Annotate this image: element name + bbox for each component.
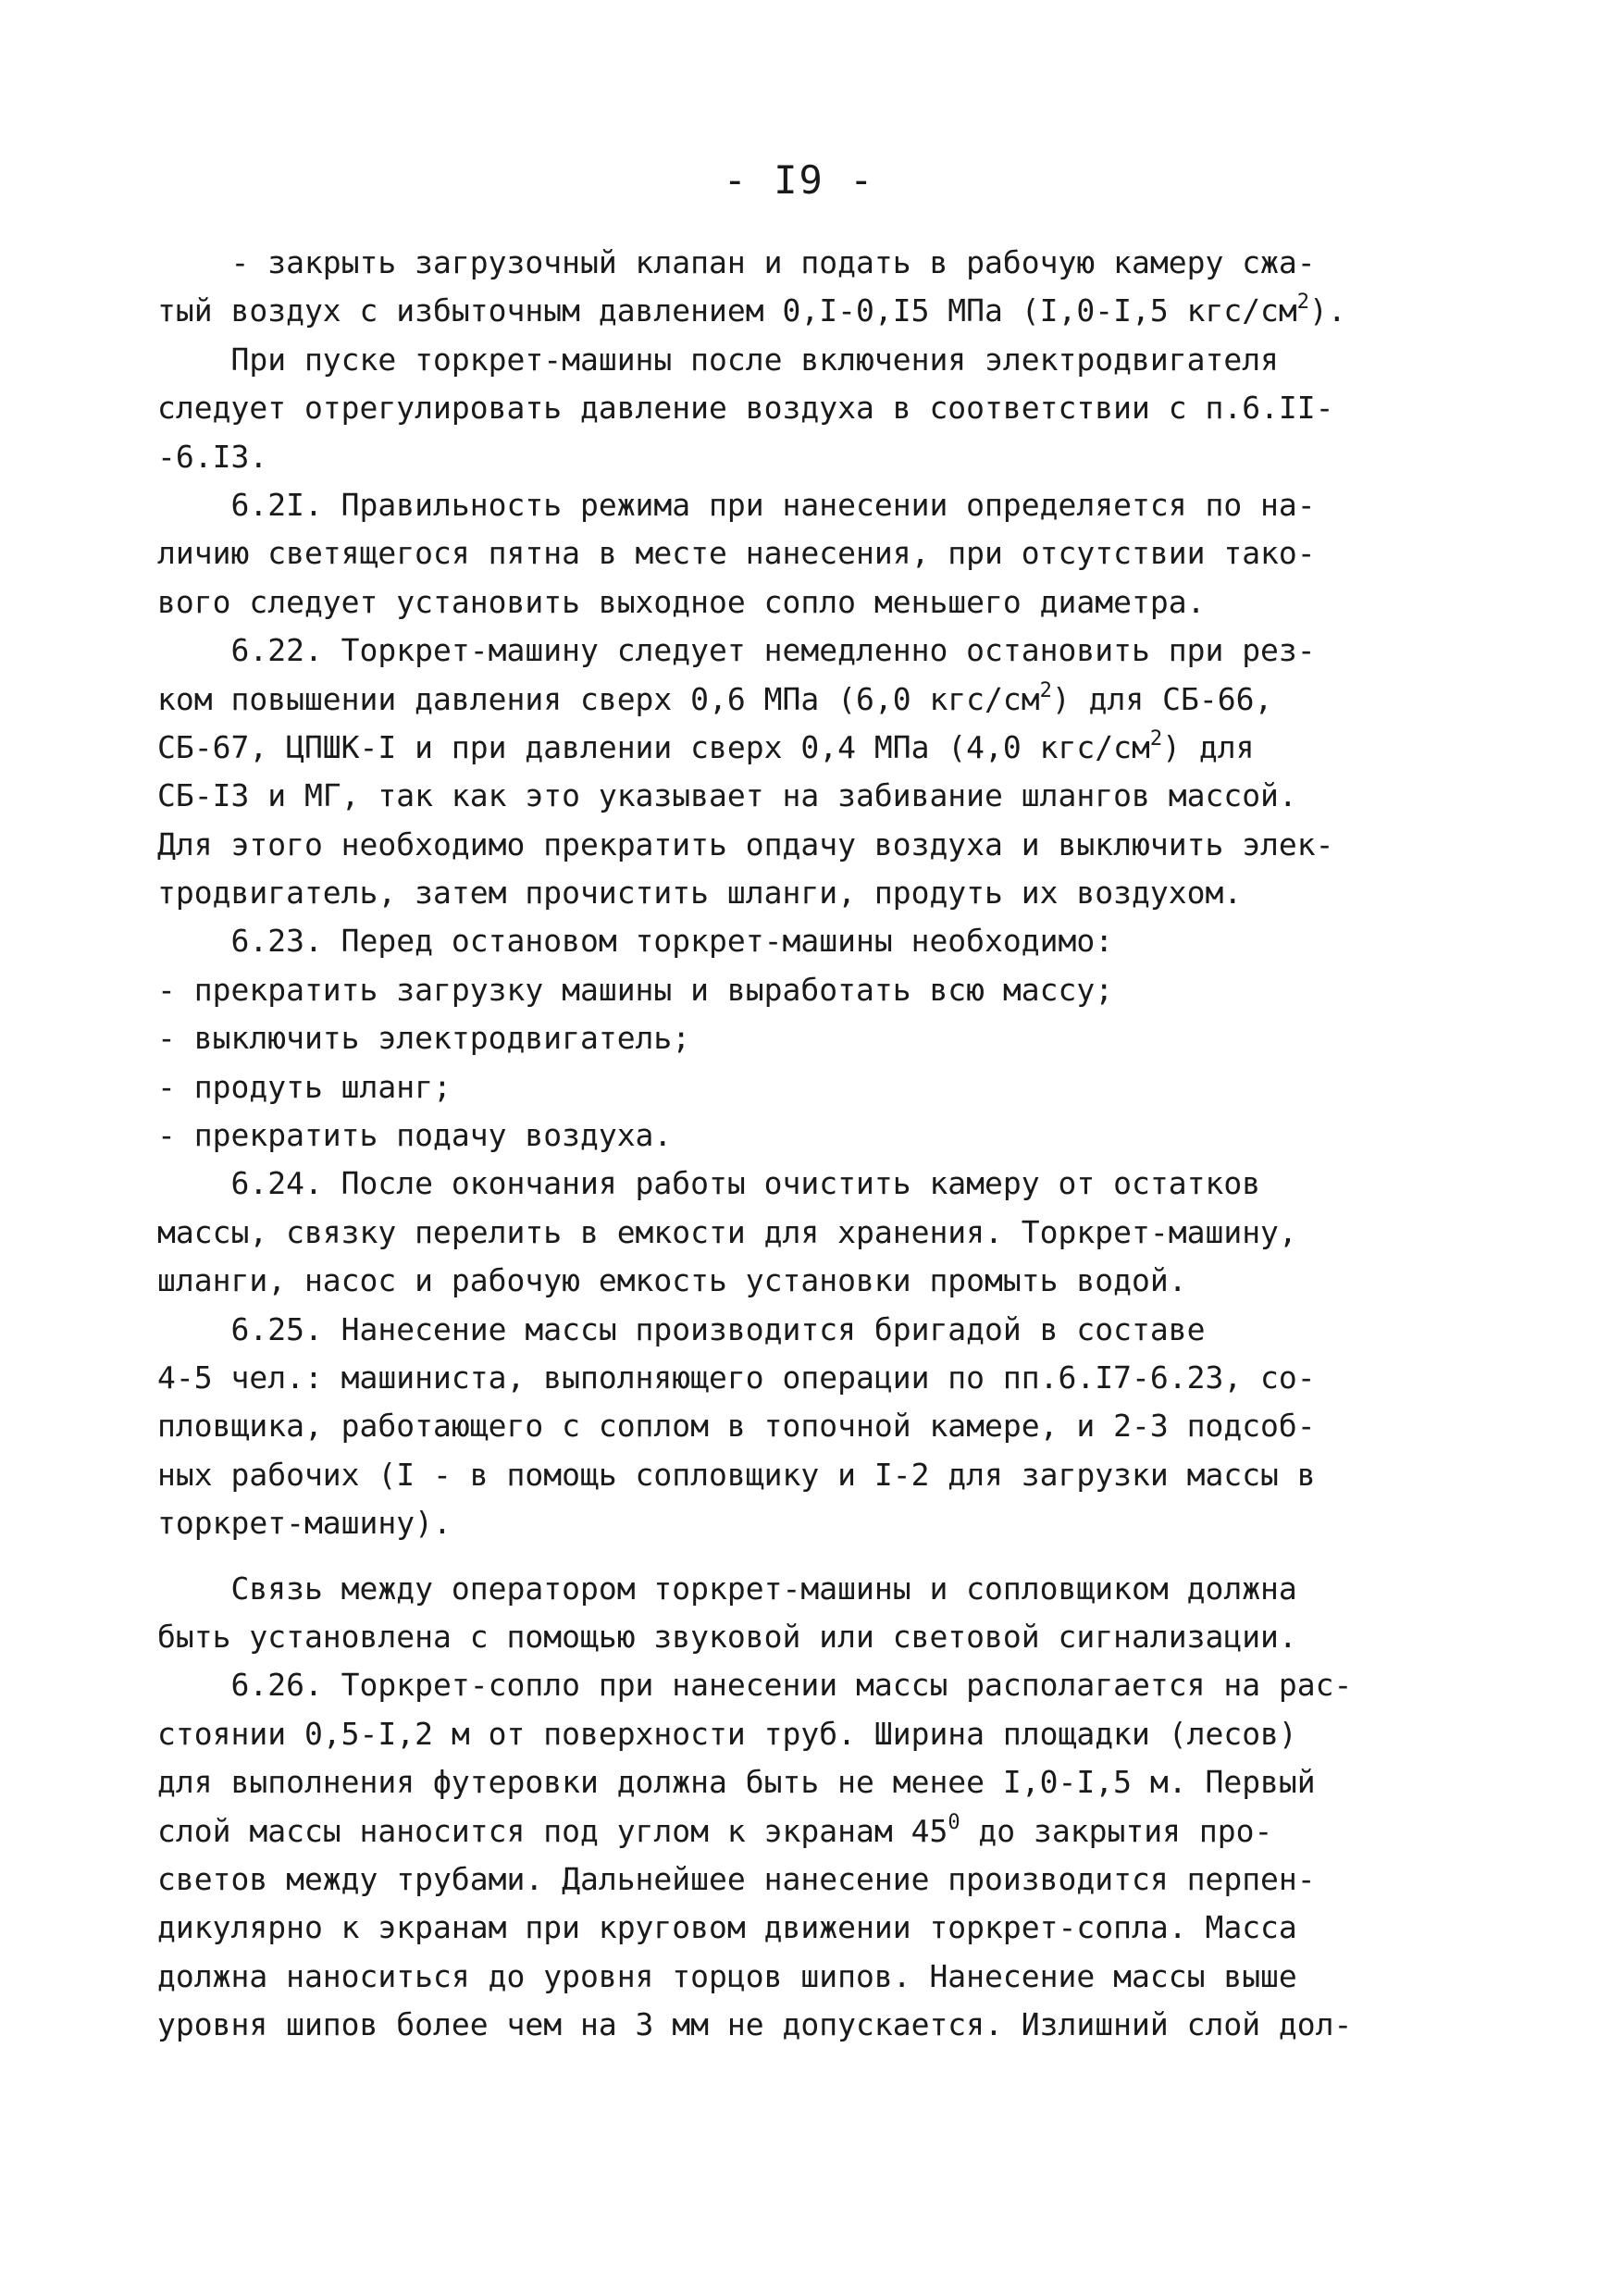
- text-line: [157, 1807, 1453, 1855]
- text-line-content: 6.2I. Правильность режима при нанесении определяется по на-: [157, 486, 1316, 523]
- text-line-content: вого следует установить выходное сопло меньшего диаметра.: [157, 583, 1206, 620]
- text-line-content: уровня шипов более чем на 3 мм не допускается. Излишний слой дол-: [157, 2006, 1353, 2043]
- text-line: [157, 1014, 1453, 1062]
- text-line-content: - прекратить загрузку машины и выработать всю массу;: [157, 971, 1114, 1008]
- text-line: [157, 1953, 1453, 2001]
- text-line-content: СБ-I3 и МГ, так как это указывает на забивание шлангов массой.: [157, 777, 1297, 814]
- text-line-content: 6.23. Перед остановом торкрет-машины необходимо:: [157, 923, 1114, 960]
- text-line: [157, 2001, 1453, 2049]
- page-number: - I9 -: [723, 157, 875, 203]
- text-line-content: 6.24. После окончания работы очистить камеру от остатков: [157, 1165, 1261, 1202]
- text-line-content: 4-5 чел.: машиниста, выполняющего операции по пп.6.I7-6.23, со-: [157, 1359, 1316, 1396]
- text-line-content: шланги, насос и рабочую емкость установки промыть водой.: [157, 1262, 1187, 1299]
- text-line: [157, 1565, 1453, 1613]
- text-line-continuation: ) для СБ-66,: [1051, 680, 1273, 717]
- text-line-content: личию светящегося пятна в месте нанесения, при отсутствии тако-: [157, 535, 1316, 572]
- text-line: [157, 1758, 1453, 1806]
- text-line-content: 6.26. Торкрет-сопло при нанесении массы располагается на рас-: [157, 1667, 1353, 1704]
- text-line-continuation: ) для: [1162, 728, 1255, 765]
- text-line-content: должна наноситься до уровня торцов шипов. Нанесение массы выше: [157, 1957, 1297, 1994]
- text-line: [157, 1402, 1453, 1450]
- text-line: [157, 1451, 1453, 1499]
- text-line-content: торкрет-машину).: [157, 1505, 452, 1542]
- text-line: [157, 384, 1453, 432]
- superscript: 2: [1149, 726, 1163, 751]
- text-line-content: -6.I3.: [157, 438, 268, 475]
- body-text: [157, 239, 1453, 2049]
- text-line: [157, 1499, 1453, 1547]
- text-line: [157, 481, 1453, 529]
- text-line-content: светов между трубами. Дальнейшее нанесение производится перпен-: [157, 1860, 1316, 1897]
- text-line: [157, 1710, 1453, 1758]
- text-line: [157, 433, 1453, 481]
- text-line-content: дикулярно к экранам при круговом движении торкрет-сопла. Масса: [157, 1909, 1297, 1946]
- text-line-content: пловщика, работающего с соплом в топочной камере, и 2-3 подсоб-: [157, 1408, 1316, 1445]
- text-line-content: массы, связку перелить в емкости для хранения. Торкрет-машину,: [157, 1213, 1297, 1250]
- text-line-content: для выполнения футеровки должна быть не менее I,0-I,5 м. Первый: [157, 1764, 1316, 1801]
- superscript: 0: [948, 1810, 960, 1834]
- text-line: [157, 336, 1453, 384]
- text-line: [157, 1661, 1453, 1709]
- text-line: [157, 966, 1453, 1014]
- text-line: [157, 1855, 1453, 1904]
- text-line-content: СБ-67, ЦПШК-I и при давлении сверх 0,4 МПа (4,0 кгс/см: [157, 728, 1150, 765]
- text-line: [157, 821, 1453, 869]
- text-line-content: - прекратить подачу воздуха.: [157, 1117, 673, 1154]
- text-line: [157, 1306, 1453, 1354]
- text-line-content: - выключить электродвигатель;: [157, 1020, 691, 1057]
- text-line-content: стоянии 0,5-I,2 м от поверхности труб. Ширина площадки (лесов): [157, 1715, 1297, 1752]
- text-line-content: тый воздух с избыточным давлением 0,I-0,I5 МПа (I,0-I,5 кгс/см: [157, 292, 1297, 329]
- text-line-continuation: до закрытия про-: [960, 1812, 1273, 1849]
- superscript: 2: [1039, 678, 1052, 702]
- text-line-content: следует отрегулировать давление воздуха в соответствии с п.6.II-: [157, 390, 1334, 427]
- text-line-content: Связь между оператором торкрет-машины и сопловщиком должна: [157, 1570, 1297, 1607]
- text-line: [157, 1613, 1453, 1661]
- text-line: [157, 529, 1453, 577]
- text-line: [157, 1904, 1453, 1952]
- text-line-content: слой массы наносится под углом к экранам 45: [157, 1812, 948, 1849]
- text-line-continuation: ).: [1309, 292, 1346, 329]
- text-line: [157, 772, 1453, 820]
- text-line: [157, 1063, 1453, 1111]
- text-line: [157, 1354, 1453, 1402]
- text-line-content: 6.22. Торкрет-машину следует немедленно остановить при рез-: [157, 632, 1316, 669]
- text-line: [157, 676, 1453, 724]
- text-line: [157, 578, 1453, 627]
- text-line: [157, 1209, 1453, 1257]
- text-line-content: - продуть шланг;: [157, 1068, 452, 1105]
- paragraph-gap: [157, 1548, 1453, 1565]
- text-line: [157, 869, 1453, 917]
- text-line: [157, 1111, 1453, 1160]
- text-line-content: При пуске торкрет-машины после включения электродвигателя: [157, 341, 1279, 378]
- text-line: [157, 287, 1453, 335]
- text-line-content: - закрыть загрузочный клапан и подать в рабочую камеру сжа-: [157, 244, 1316, 280]
- text-line: [157, 1160, 1453, 1208]
- text-line-content: Для этого необходимо прекратить опдачу воздуха и выключить элек-: [157, 825, 1334, 863]
- text-line-content: быть установлена с помощью звуковой или световой сигнализации.: [157, 1618, 1297, 1655]
- text-line-content: ком повышении давления сверх 0,6 МПа (6,0 кгс/см: [157, 680, 1040, 717]
- text-line-content: ных рабочих (I - в помощь сопловщику и I-2 для загрузки массы в: [157, 1456, 1316, 1493]
- text-line: [157, 239, 1453, 287]
- text-line: [157, 1257, 1453, 1305]
- text-line: [157, 917, 1453, 965]
- superscript: 2: [1296, 291, 1310, 315]
- text-line: [157, 724, 1453, 772]
- text-line-content: тродвигатель, затем прочистить шланги, продуть их воздухом.: [157, 875, 1243, 912]
- text-line-content: 6.25. Нанесение массы производится бригадой в составе: [157, 1310, 1206, 1347]
- text-line: [157, 627, 1453, 675]
